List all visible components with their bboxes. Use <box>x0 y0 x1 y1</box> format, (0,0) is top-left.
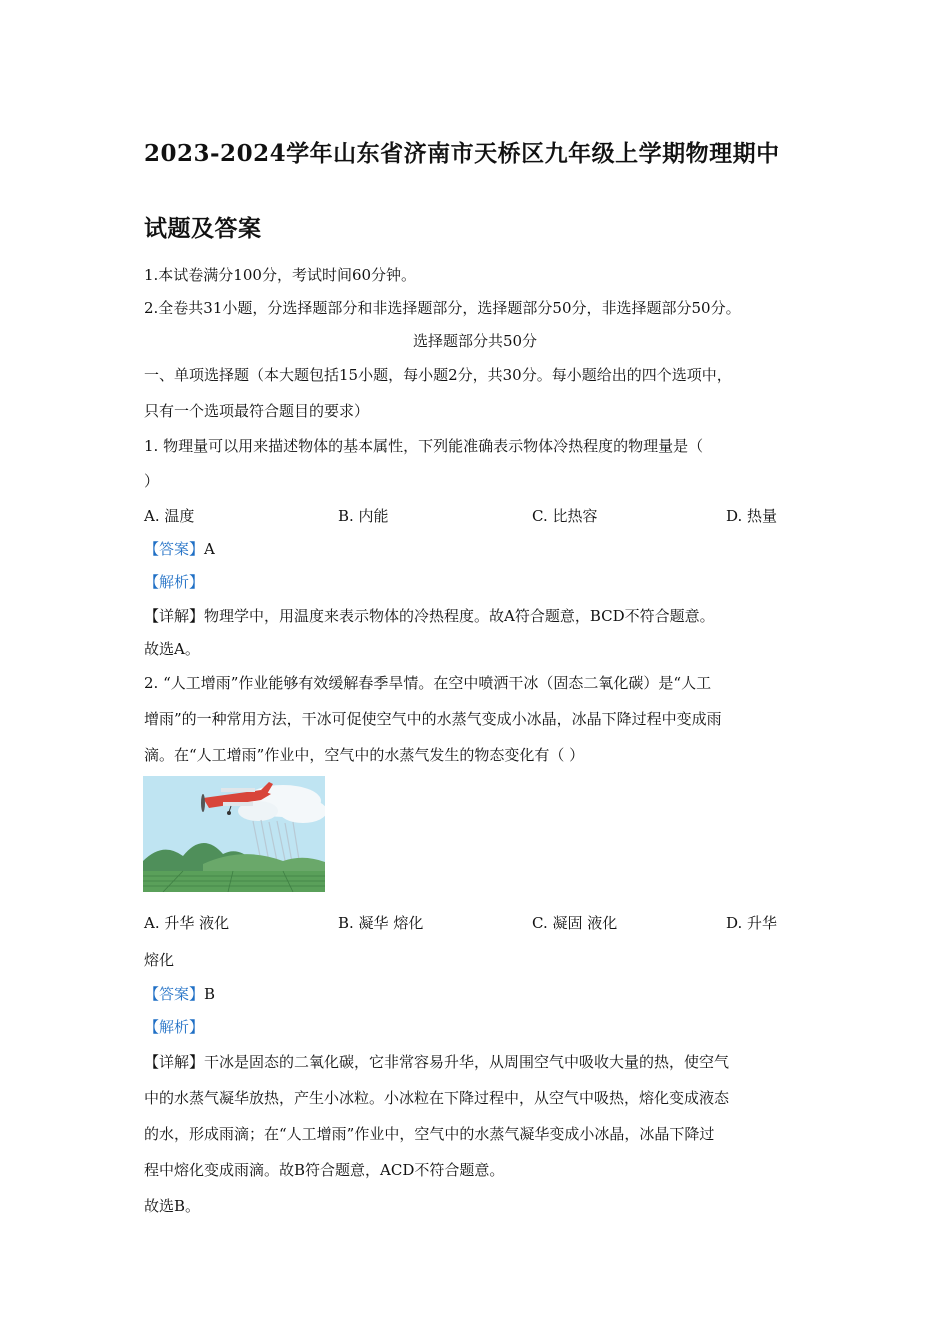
q2-analysis-tag: 【解析】 <box>144 1018 205 1036</box>
q2-answer-tag: 【答案】 <box>144 985 205 1003</box>
cloud <box>279 799 325 823</box>
q2-answer-value: B <box>204 985 216 1003</box>
q1-option-d: D. 热量 <box>726 507 778 525</box>
q1-stem-line2: ） <box>144 472 160 490</box>
q1-option-b: B. 内能 <box>338 507 389 525</box>
exam-note-2: 2.全卷共31小题，分选择题部分和非选择题部分，选择题部分50分，非选择题部分50分。 <box>144 299 741 317</box>
part1-instruction-line2: 只有一个选项最符合题目的要求） <box>144 402 370 420</box>
q2-conclusion: 故选B。 <box>144 1197 201 1215</box>
q2-stem-line1: 2. “人工增雨”作业能够有效缓解春季旱情。在空中喷洒干冰（固态二氧化碳）是“人工 <box>144 674 712 692</box>
q2-stem-line3: 滴。在“人工增雨”作业中，空气中的水蒸气发生的物态变化有（ ） <box>144 746 585 764</box>
q1-answer-value: A <box>204 540 215 558</box>
q2-option-d-continued: 熔化 <box>144 951 175 969</box>
q1-option-a: A. 温度 <box>144 507 195 525</box>
section-header: 选择题部分共50分 <box>412 332 538 350</box>
artificial-rain-illustration <box>143 776 325 892</box>
field <box>143 871 325 892</box>
q2-detail-line3: 的水，形成雨滴；在“人工增雨”作业中，空气中的水蒸气凝华变成小冰晶，冰晶下降过 <box>144 1125 715 1143</box>
page-title-line1: 2023-2024学年山东省济南市天桥区九年级上学期物理期中 <box>144 140 780 167</box>
q2-option-b: B. 凝华 熔化 <box>338 914 424 932</box>
q1-option-c: C. 比热容 <box>532 507 598 525</box>
q1-detail: 【详解】物理学中，用温度来表示物体的冷热程度。故A符合题意，BCD不符合题意。 <box>144 607 715 625</box>
q2-answer <box>144 984 215 1004</box>
q2-option-a: A. 升华 液化 <box>144 914 230 932</box>
exam-note-1: 1.本试卷满分100分，考试时间60分钟。 <box>144 266 417 284</box>
q2-detail-line4: 程中熔化变成雨滴。故B符合题意，ACD不符合题意。 <box>144 1161 505 1179</box>
q2-detail-line1: 【详解】干冰是固态的二氧化碳，它非常容易升华，从周围空气中吸收大量的热，使空气 <box>144 1053 730 1071</box>
q1-answer <box>144 539 215 559</box>
q2-detail-line2: 中的水蒸气凝华放热，产生小冰粒。小冰粒在下降过程中，从空气中吸热，熔化变成液态 <box>144 1089 730 1107</box>
q2-stem-line2: 增雨”的一种常用方法，干冰可促使空气中的水蒸气变成小冰晶，冰晶下降过程中变成雨 <box>144 710 722 728</box>
q2-option-c: C. 凝固 液化 <box>532 914 618 932</box>
q1-conclusion: 故选A。 <box>144 640 200 658</box>
q1-stem-line1: 1. 物理量可以用来描述物体的基本属性，下列能准确表示物体冷热程度的物理量是（ <box>144 437 704 455</box>
q2-option-d: D. 升华 <box>726 914 778 932</box>
part1-instruction-line1: 一、单项选择题（本大题包括15小题，每小题2分，共30分。每小题给出的四个选项中， <box>144 366 732 384</box>
q1-analysis-tag: 【解析】 <box>144 573 205 591</box>
q1-answer-tag: 【答案】 <box>144 540 205 558</box>
page-title-line2: 试题及答案 <box>144 215 262 242</box>
